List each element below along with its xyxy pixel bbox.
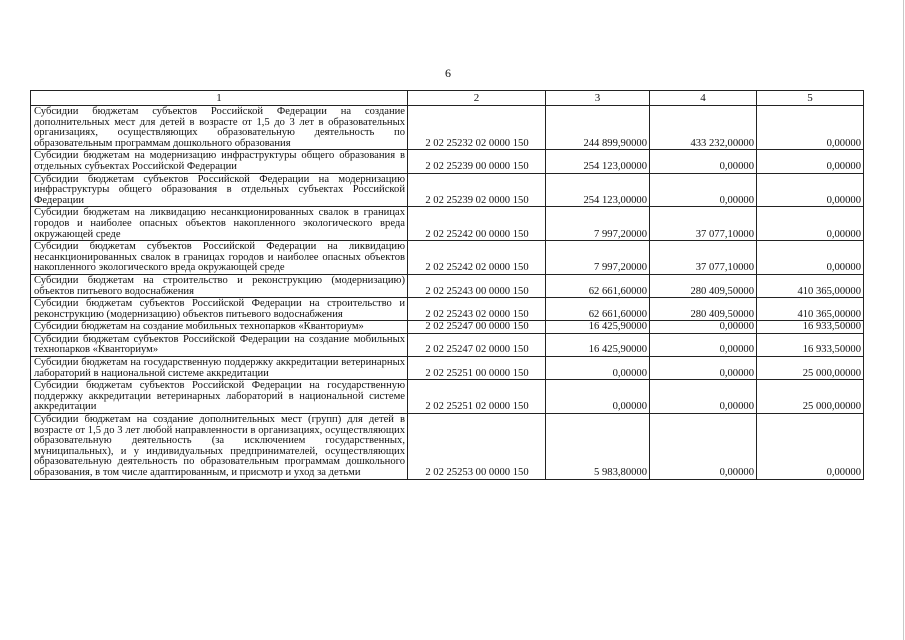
column-header: 3 bbox=[546, 91, 650, 106]
row-value-col5: 25 000,00000 bbox=[757, 357, 864, 380]
table-row bbox=[31, 173, 864, 207]
row-name-cell: Субсидии бюджетам субъектов Российской Федерации на модернизацию инфраструктуры общего образования в отдельных субъектах Российской Федерации bbox=[31, 173, 408, 207]
table-row bbox=[31, 274, 864, 297]
row-value-col3: 62 661,60000 bbox=[546, 274, 650, 297]
row-value-col5: 0,00000 bbox=[757, 241, 864, 275]
row-value-col4: 0,00000 bbox=[650, 173, 757, 207]
row-name-cell: Субсидии бюджетам на строительство и реконструкцию (модернизацию) объектов питьевого водоснабжения bbox=[31, 274, 408, 297]
row-value-col3: 7 997,20000 bbox=[546, 241, 650, 275]
table-row bbox=[31, 207, 864, 241]
row-value-col4: 0,00000 bbox=[650, 150, 757, 173]
row-value-col4: 37 077,10000 bbox=[650, 207, 757, 241]
page-number: 6 bbox=[445, 66, 451, 80]
budget-table bbox=[30, 90, 864, 480]
row-value-col3: 244 899,90000 bbox=[546, 106, 650, 150]
row-value-col4: 280 409,50000 bbox=[650, 298, 757, 321]
row-value-col4: 0,00000 bbox=[650, 321, 757, 334]
row-value-col5: 410 365,00000 bbox=[757, 298, 864, 321]
row-name-cell: Субсидии бюджетам на модернизацию инфраструктуры общего образования в отдельных субъектах Российской Федерации bbox=[31, 150, 408, 173]
row-value-col5: 0,00000 bbox=[757, 150, 864, 173]
row-value-col5: 0,00000 bbox=[757, 106, 864, 150]
row-value-col4: 0,00000 bbox=[650, 333, 757, 356]
row-code-cell: 2 02 25232 02 0000 150 bbox=[408, 106, 546, 150]
row-name-cell: Субсидии бюджетам на создание мобильных технопарков «Кванториум» bbox=[31, 321, 408, 334]
row-code-cell: 2 02 25247 00 0000 150 bbox=[408, 321, 546, 334]
row-value-col3: 16 425,90000 bbox=[546, 321, 650, 334]
row-value-col3: 0,00000 bbox=[546, 380, 650, 414]
scan-edge-line bbox=[903, 0, 904, 640]
row-value-col3: 254 123,00000 bbox=[546, 173, 650, 207]
table-row bbox=[31, 150, 864, 173]
row-value-col5: 0,00000 bbox=[757, 414, 864, 480]
row-code-cell: 2 02 25247 02 0000 150 bbox=[408, 333, 546, 356]
row-value-col3: 7 997,20000 bbox=[546, 207, 650, 241]
table-row bbox=[31, 241, 864, 275]
row-code-cell: 2 02 25242 02 0000 150 bbox=[408, 241, 546, 275]
row-code-cell: 2 02 25242 00 0000 150 bbox=[408, 207, 546, 241]
row-value-col3: 254 123,00000 bbox=[546, 150, 650, 173]
row-value-col5: 410 365,00000 bbox=[757, 274, 864, 297]
table-row bbox=[31, 414, 864, 480]
row-code-cell: 2 02 25251 00 0000 150 bbox=[408, 357, 546, 380]
table-row bbox=[31, 380, 864, 414]
row-name-cell: Субсидии бюджетам субъектов Российской Федерации на строительство и реконструкцию (модернизацию) объектов питьевого водоснабжения bbox=[31, 298, 408, 321]
row-name-cell: Субсидии бюджетам на государственную поддержку аккредитации ветеринарных лабораторий в национальной системе аккредитации bbox=[31, 357, 408, 380]
table-row bbox=[31, 357, 864, 380]
row-name-cell: Субсидии бюджетам субъектов Российской Федерации на ликвидацию несанкционированных свалок в границах городов и наиболее опасных объектов накопленного экологического вреда окружающей среде bbox=[31, 241, 408, 275]
row-code-cell: 2 02 25253 00 0000 150 bbox=[408, 414, 546, 480]
row-code-cell: 2 02 25251 02 0000 150 bbox=[408, 380, 546, 414]
row-value-col5: 16 933,50000 bbox=[757, 333, 864, 356]
column-header: 2 bbox=[408, 91, 546, 106]
row-name-cell: Субсидии бюджетам на создание дополнительных мест (групп) для детей в возрасте от 1,5 до 3 лет любой направленности в организациях, осуществляющих образовательную деятельность (за исключением государственных, муниципальных), и у индивидуальных предпринимателей, осуществляющих образовательную деятельность по образовательным программам дошкольного образования, в том числе адаптированным, и присмотр и уход за детьми bbox=[31, 414, 408, 480]
row-value-col3: 5 983,80000 bbox=[546, 414, 650, 480]
row-value-col3: 0,00000 bbox=[546, 357, 650, 380]
row-code-cell: 2 02 25239 02 0000 150 bbox=[408, 173, 546, 207]
row-value-col4: 280 409,50000 bbox=[650, 274, 757, 297]
table-row bbox=[31, 333, 864, 356]
row-name-cell: Субсидии бюджетам субъектов Российской Федерации на создание мобильных технопарков «Кванториум» bbox=[31, 333, 408, 356]
row-code-cell: 2 02 25243 00 0000 150 bbox=[408, 274, 546, 297]
row-value-col4: 0,00000 bbox=[650, 414, 757, 480]
table-row bbox=[31, 321, 864, 334]
row-value-col3: 16 425,90000 bbox=[546, 333, 650, 356]
table-header-row bbox=[31, 91, 864, 106]
row-value-col5: 0,00000 bbox=[757, 173, 864, 207]
row-name-cell: Субсидии бюджетам на ликвидацию несанкционированных свалок в границах городов и наиболее опасных объектов накопленного экологического вреда окружающей среде bbox=[31, 207, 408, 241]
row-value-col5: 25 000,00000 bbox=[757, 380, 864, 414]
row-code-cell: 2 02 25243 02 0000 150 bbox=[408, 298, 546, 321]
table-row bbox=[31, 298, 864, 321]
row-value-col5: 16 933,50000 bbox=[757, 321, 864, 334]
row-value-col3: 62 661,60000 bbox=[546, 298, 650, 321]
row-value-col4: 433 232,00000 bbox=[650, 106, 757, 150]
row-value-col4: 0,00000 bbox=[650, 357, 757, 380]
column-header: 1 bbox=[31, 91, 408, 106]
row-name-cell: Субсидии бюджетам субъектов Российской Федерации на создание дополнительных мест для детей в возрасте от 1,5 до 3 лет в образовательных организациях, осуществляющих образовательную деятельность по образовательным программам дошкольного образования bbox=[31, 106, 408, 150]
row-name-cell: Субсидии бюджетам субъектов Российской Федерации на государственную поддержку аккредитации ветеринарных лабораторий в национальной системе аккредитации bbox=[31, 380, 408, 414]
row-code-cell: 2 02 25239 00 0000 150 bbox=[408, 150, 546, 173]
table-row bbox=[31, 106, 864, 150]
row-value-col5: 0,00000 bbox=[757, 207, 864, 241]
column-header: 5 bbox=[757, 91, 864, 106]
row-value-col4: 0,00000 bbox=[650, 380, 757, 414]
column-header: 4 bbox=[650, 91, 757, 106]
row-value-col4: 37 077,10000 bbox=[650, 241, 757, 275]
